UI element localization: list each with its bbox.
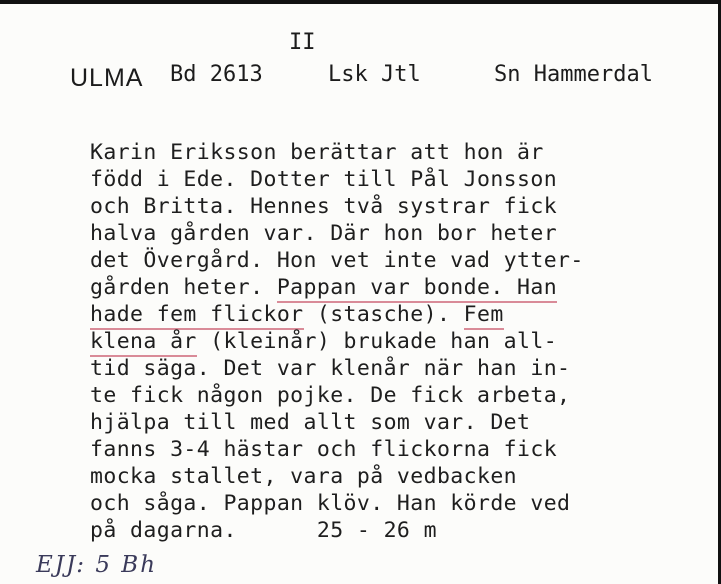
parish-name: Sn Hammerdal (494, 62, 653, 87)
body-line: klena år (kleinår) brukade han all- (90, 329, 557, 354)
body-line: och såga. Pappan klöv. Han körde ved (90, 491, 571, 516)
body-line: tid säga. Det var klenår när han in- (90, 356, 571, 381)
body-line: fanns 3-4 hästar och flickorna fick (90, 437, 558, 462)
body-line: te fick någon pojke. De fick arbeta, (90, 383, 571, 408)
body-line: och Britta. Hennes två systrar fick (90, 194, 558, 219)
body-line: Karin Eriksson berättar att hon är (90, 140, 544, 165)
body-line: halva gården var. Där hon bor heter (90, 221, 558, 246)
roman-numeral: II (289, 30, 316, 55)
handwritten-note: EJJ: 5 Bh (36, 552, 158, 578)
body-line: hjälpa till med allt som var. Det (90, 410, 531, 435)
underlined-phrase: Pappan var bonde. Han (277, 275, 557, 303)
underlined-phrase: hade fem flickor (90, 302, 304, 330)
underlined-phrase: Fem (464, 302, 504, 330)
body-line: född i Ede. Dotter till Pål Jonsson (90, 167, 558, 192)
county-code: Lsk Jtl (328, 62, 421, 87)
body-line: gården heter. Pappan var bonde. Han (90, 275, 557, 300)
body-line: det Övergård. Hon vet inte vad ytter- (90, 248, 584, 273)
archive-code: ULMA (70, 64, 144, 92)
card-top-edge (0, 0, 721, 4)
body-line: på dagarna. 25 - 26 m (90, 518, 437, 543)
underlined-phrase: klena år (90, 329, 197, 357)
volume-number: Bd 2613 (170, 62, 263, 87)
body-line: hade fem flickor (stasche). Fem (90, 302, 504, 327)
body-line: mocka stallet, vara på vedbacken (90, 464, 518, 489)
